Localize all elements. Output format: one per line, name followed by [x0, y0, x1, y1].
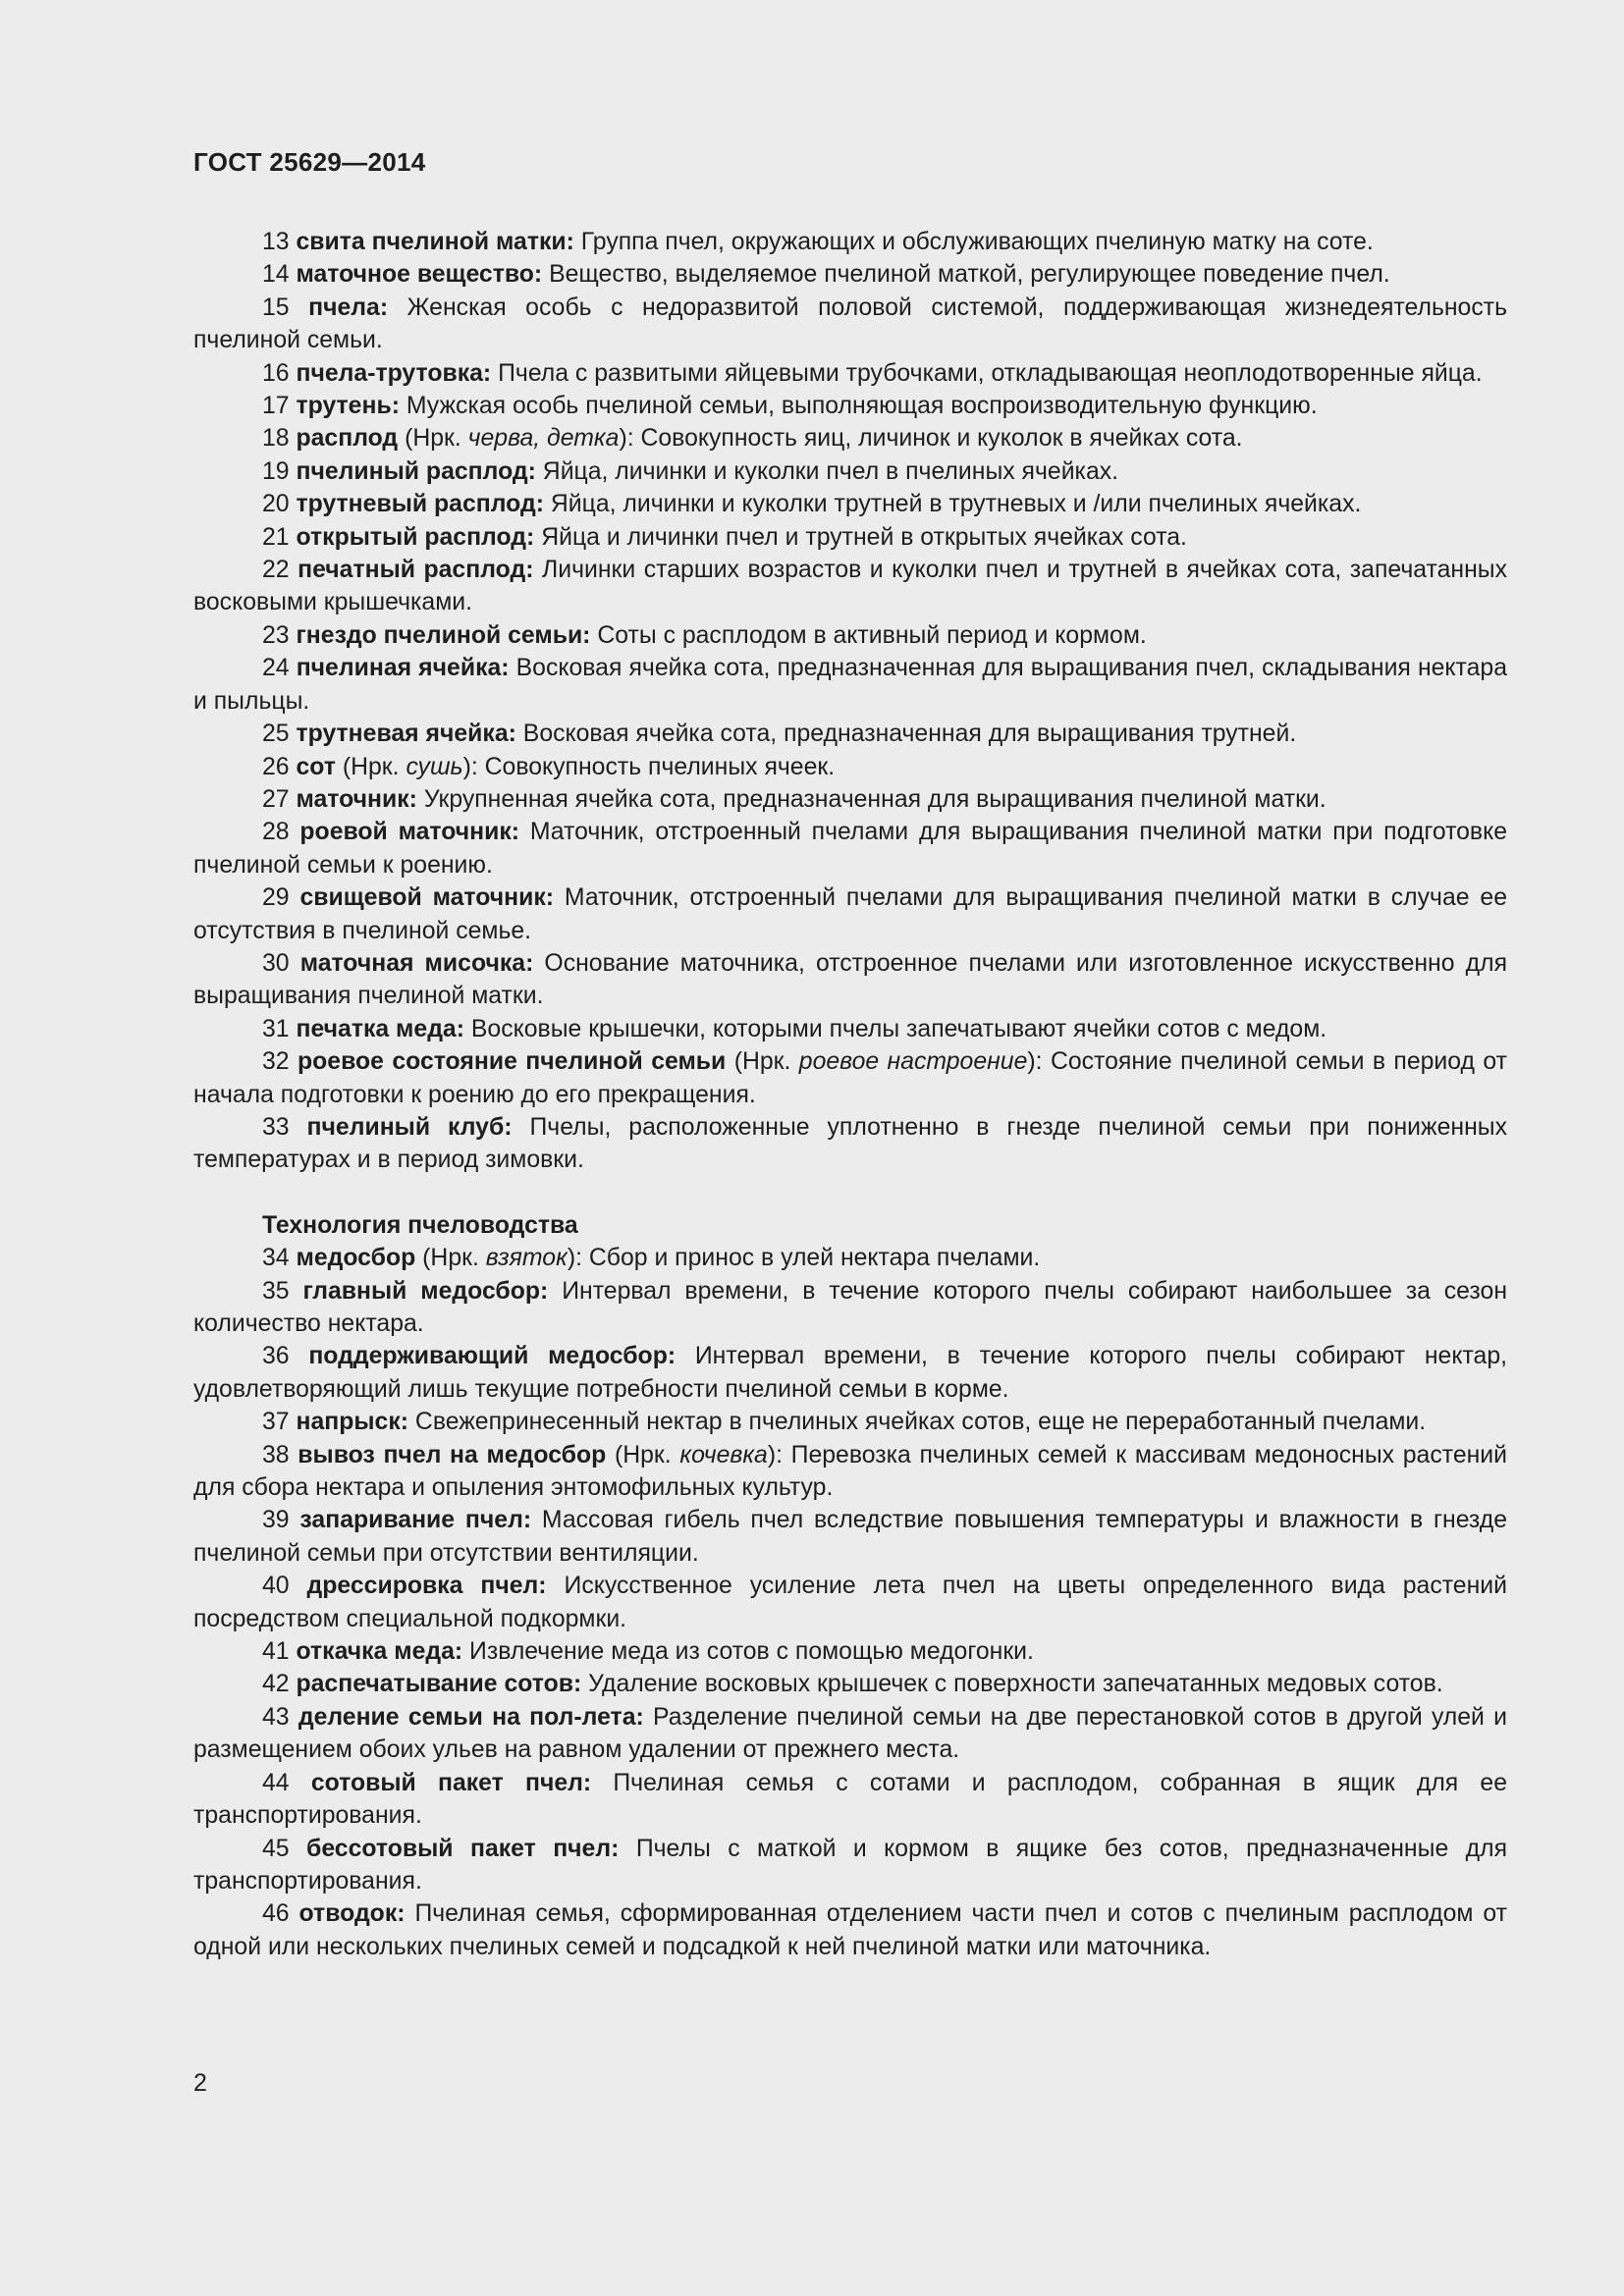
entry-definition: Состояние пчелиной семьи в период от начала подготовки к роению до его прекращения. — [193, 1048, 1508, 1108]
term-entry — [193, 718, 1507, 750]
entry-nonrecommended-term: черва, детка — [467, 425, 620, 453]
term-entry — [193, 1340, 1507, 1406]
entry-definition: Пчелиная семья, сформированная отделением части пчел и сотов с пчелиным расплодом от одной или нескольких пчелиных семей и подсадкой к ней пчелиной матки или маточника. — [193, 1900, 1507, 1960]
term-entry — [193, 1897, 1507, 1963]
entry-term: пчелиный клуб: — [306, 1113, 513, 1141]
entry-number: 33 — [262, 1113, 290, 1141]
entry-number: 32 — [262, 1048, 290, 1076]
entry-definition: Совокупность пчелиных ячеек. — [484, 753, 836, 780]
entry-definition: Вещество, выделяемое пчелиной маткой, регулирующее поведение пчел. — [549, 261, 1390, 289]
page-number: 2 — [193, 2069, 207, 2097]
entry-definition: Группа пчел, окружающих и обслуживающих пчелиную матку на соте. — [580, 229, 1374, 255]
entry-number: 26 — [262, 753, 290, 780]
entry-term: бессотовый пакет пчел: — [306, 1835, 620, 1862]
entry-note-suffix: ): — [767, 1441, 783, 1468]
entry-term: сот — [296, 753, 336, 780]
entry-number: 45 — [262, 1835, 290, 1862]
entry-definition: Маточник, отстроенный пчелами для выращивания пчелиной матки при подготовке пчелиной семьи к роению. — [193, 819, 1508, 879]
term-entry — [193, 751, 1507, 783]
entry-definition: Женская особь с недоразвитой половой системой, поддерживающая жизнедеятельность пчелиной семьи. — [193, 294, 1508, 354]
entry-number: 15 — [262, 294, 290, 321]
entry-definition: Совокупность яиц, личинок и куколок в ячейках сота. — [640, 425, 1243, 453]
terms-list-part2 — [193, 1242, 1507, 1963]
entry-number: 46 — [262, 1900, 290, 1928]
entry-nonrecommended-term: роевое настроение — [798, 1048, 1028, 1076]
entry-number: 36 — [262, 1343, 290, 1370]
entry-number: 18 — [262, 425, 290, 453]
entry-term: печатка меда: — [296, 1015, 464, 1042]
term-entry — [193, 1570, 1507, 1635]
entry-number: 23 — [262, 621, 290, 649]
term-entry — [193, 390, 1507, 422]
term-entry — [193, 1833, 1507, 1898]
term-entry — [193, 1013, 1507, 1045]
entry-note-suffix: ): — [462, 753, 478, 780]
term-entry — [193, 947, 1507, 1013]
term-entry — [193, 1045, 1507, 1111]
entry-number: 13 — [262, 229, 290, 255]
entry-term: пчелиная ячейка: — [296, 655, 510, 682]
entry-term: поддерживающий медосбор: — [308, 1343, 677, 1370]
entry-term: пчела-трутовка: — [296, 359, 492, 387]
entry-definition: Интервал времени, в течение которого пчелы собирают наибольшее за сезон количество нектара. — [193, 1277, 1508, 1337]
entry-number: 40 — [262, 1573, 290, 1600]
entry-term: гнездо пчелиной семьи: — [296, 621, 591, 649]
entry-term: свищевой маточник: — [299, 884, 555, 912]
entry-number: 28 — [262, 819, 290, 846]
term-entry — [193, 1406, 1507, 1438]
term-entry — [193, 1111, 1507, 1177]
entry-definition: Разделение пчелиной семьи на две перестановкой сотов в другой улей и размещением обоих ульев на равном удалении от прежнего места. — [193, 1703, 1507, 1764]
entry-definition: Мужская особь пчелиной семьи, выполняющая воспроизводительную функцию. — [406, 393, 1318, 420]
term-entry — [193, 258, 1507, 291]
term-entry — [193, 226, 1507, 258]
entry-definition: Яйца, личинки и куколки пчел в пчелиных ячейках. — [542, 457, 1119, 485]
entry-number: 17 — [262, 393, 290, 420]
term-entry — [193, 1635, 1507, 1668]
entry-term: главный медосбор: — [302, 1277, 549, 1305]
entry-note-prefix: (Нрк. — [342, 753, 406, 780]
entry-note-prefix: (Нрк. — [614, 1441, 680, 1468]
term-entry — [193, 422, 1507, 454]
entry-term: распечатывание сотов: — [296, 1671, 582, 1698]
entry-number: 14 — [262, 261, 290, 289]
term-entry — [193, 1701, 1507, 1767]
entry-number: 31 — [262, 1015, 290, 1042]
term-entry — [193, 488, 1507, 520]
entry-definition: Пчелы с маткой и кормом в ящике без сотов, предназначенные для транспортирования. — [193, 1835, 1508, 1895]
entry-definition: Пчела с развитыми яйцевыми трубочками, откладывающая неоплодотворенные яйца. — [498, 359, 1483, 387]
entry-term: свита пчелиной матки: — [296, 229, 574, 255]
entry-nonrecommended-term: взяток — [485, 1245, 568, 1272]
entry-number: 44 — [262, 1769, 290, 1796]
entry-note-prefix: (Нрк. — [733, 1048, 799, 1076]
entry-term: напрыск: — [296, 1409, 409, 1436]
entry-definition: Укрупненная ячейка сота, предназначенная для выращивания пчелиной матки. — [423, 785, 1326, 813]
entry-nonrecommended-term: кочевка — [679, 1441, 768, 1468]
term-entry — [193, 881, 1507, 947]
entry-term: откачка меда: — [296, 1638, 463, 1666]
entry-number: 34 — [262, 1245, 290, 1272]
entry-definition: Массовая гибель пчел вследствие повышения температуры и влажности в гнезде пчелиной семьи при отсутствии вентиляции. — [193, 1507, 1508, 1567]
term-entry — [193, 783, 1507, 816]
entry-number: 41 — [262, 1638, 290, 1666]
entry-term: трутневая ячейка: — [296, 721, 516, 748]
entry-definition: Свежепринесенный нектар в пчелиных ячейках сотов, еще не переработанный пчелами. — [414, 1409, 1427, 1436]
entry-term: открытый расплод: — [296, 523, 535, 551]
entry-note-prefix: (Нрк. — [422, 1245, 486, 1272]
entry-number: 43 — [262, 1703, 290, 1731]
entry-number: 19 — [262, 457, 290, 485]
entry-definition: Маточник, отстроенный пчелами для выращивания пчелиной матки в случае ее отсутствия в пчелиной семье. — [193, 884, 1507, 944]
entry-number: 25 — [262, 721, 290, 748]
entry-definition: Восковая ячейка сота, предназначенная для выращивания трутней. — [522, 721, 1297, 748]
term-entry — [193, 455, 1507, 488]
entry-definition: Пчелы, расположенные уплотненно в гнезде пчелиной семьи при пониженных температурах и в период зимовки. — [193, 1113, 1508, 1174]
entry-definition: Перевозка пчелиных семей к массивам медоносных растений для сбора нектара и опыления энтомофильных культур. — [193, 1441, 1508, 1502]
term-entry — [193, 652, 1507, 718]
term-entry — [193, 357, 1507, 390]
term-entry — [193, 1439, 1507, 1505]
entry-number: 30 — [262, 949, 290, 977]
entry-term: дрессировка пчел: — [306, 1573, 547, 1600]
entry-number: 39 — [262, 1507, 290, 1534]
term-entry — [193, 1504, 1507, 1570]
entry-definition: Личинки старших возрастов и куколки пчел и трутней в ячейках сота, запечатанных восковыми крышечками. — [193, 557, 1508, 616]
entry-number: 42 — [262, 1671, 290, 1698]
entry-number: 35 — [262, 1277, 290, 1305]
entry-term: пчела: — [308, 294, 389, 321]
entry-number: 20 — [262, 491, 290, 518]
entry-term: маточная мисочка: — [299, 949, 534, 977]
entry-note-suffix: ): — [567, 1245, 582, 1272]
terms-list-part1 — [193, 226, 1507, 1177]
entry-number: 21 — [262, 523, 290, 551]
entry-nonrecommended-term: сушь — [406, 753, 463, 780]
document-header: ГОСТ 25629—2014 — [193, 147, 426, 177]
entry-number: 38 — [262, 1441, 290, 1468]
section-title: Технология пчеловодства — [262, 1211, 578, 1239]
entry-term: пчелиный расплод: — [296, 457, 536, 485]
entry-number: 22 — [262, 557, 290, 584]
entry-definition: Извлечение меда из сотов с помощью медогонки. — [469, 1638, 1034, 1666]
entry-term: трутень: — [296, 393, 400, 420]
entry-definition: Основание маточника, отстроенное пчелами или изготовленное искусственно для выращивания пчелиной матки. — [193, 949, 1507, 1010]
entry-term: вывоз пчел на медосбор — [298, 1441, 607, 1468]
entry-term: медосбор — [296, 1245, 416, 1272]
entry-term: роевое состояние пчелиной семьи — [298, 1048, 727, 1076]
entry-number: 16 — [262, 359, 290, 387]
entry-definition: Искусственное усиление лета пчел на цветы определенного вида растений посредством специальной подкормки. — [193, 1573, 1507, 1632]
term-entry — [193, 292, 1507, 357]
entry-term: трутневый расплод: — [296, 491, 544, 518]
entry-note-suffix: ): — [619, 425, 634, 453]
entry-definition: Соты с расплодом в активный период и кормом. — [597, 621, 1147, 649]
term-entry — [193, 554, 1507, 619]
entry-definition: Интервал времени, в течение которого пчелы собирают нектар, удовлетворяющий лишь текущие потребности пчелиной семьи в корме. — [193, 1343, 1507, 1403]
term-entry — [193, 619, 1507, 652]
entry-definition: Сбор и принос в улей нектара пчелами. — [588, 1245, 1041, 1272]
entry-definition: Восковая ячейка сота, предназначенная для выращивания пчел, складывания нектара и пыльцы. — [193, 655, 1508, 715]
entry-note-suffix: ): — [1027, 1048, 1043, 1076]
entry-definition: Пчелиная семья с сотами и расплодом, собранная в ящик для ее транспортирования. — [193, 1769, 1508, 1830]
entry-definition: Яйца, личинки и куколки трутней в трутневых и /или пчелиных ячейках. — [550, 491, 1362, 518]
entry-number: 37 — [262, 1409, 290, 1436]
entry-term: маточник: — [296, 785, 417, 813]
entry-number: 29 — [262, 884, 290, 912]
entry-term: маточное вещество: — [296, 261, 543, 289]
term-entry — [193, 521, 1507, 554]
term-entry — [193, 1767, 1507, 1833]
entry-definition: Яйца и личинки пчел и трутней в открытых ячейках сота. — [541, 523, 1187, 551]
entry-term: отводок: — [298, 1900, 406, 1928]
entry-term: роевой маточник: — [299, 819, 520, 846]
entry-term: запаривание пчел: — [299, 1507, 532, 1534]
entry-number: 24 — [262, 655, 290, 682]
term-entry — [193, 1668, 1507, 1700]
entry-term: сотовый пакет пчел: — [310, 1769, 592, 1796]
entry-term: печатный расплод: — [298, 557, 534, 584]
term-entry — [193, 1275, 1507, 1341]
entry-term: расплод — [296, 425, 399, 453]
entry-definition: Восковые крышечки, которыми пчелы запечатывают ячейки сотов с медом. — [470, 1015, 1327, 1042]
entry-number: 27 — [262, 785, 290, 813]
term-entry — [193, 816, 1507, 881]
term-entry — [193, 1242, 1507, 1274]
entry-definition: Удаление восковых крышечек с поверхности запечатанных медовых сотов. — [588, 1671, 1443, 1698]
entry-note-prefix: (Нрк. — [405, 425, 468, 453]
entry-term: деление семьи на пол-лета: — [298, 1703, 644, 1731]
document-body — [193, 226, 1507, 1963]
